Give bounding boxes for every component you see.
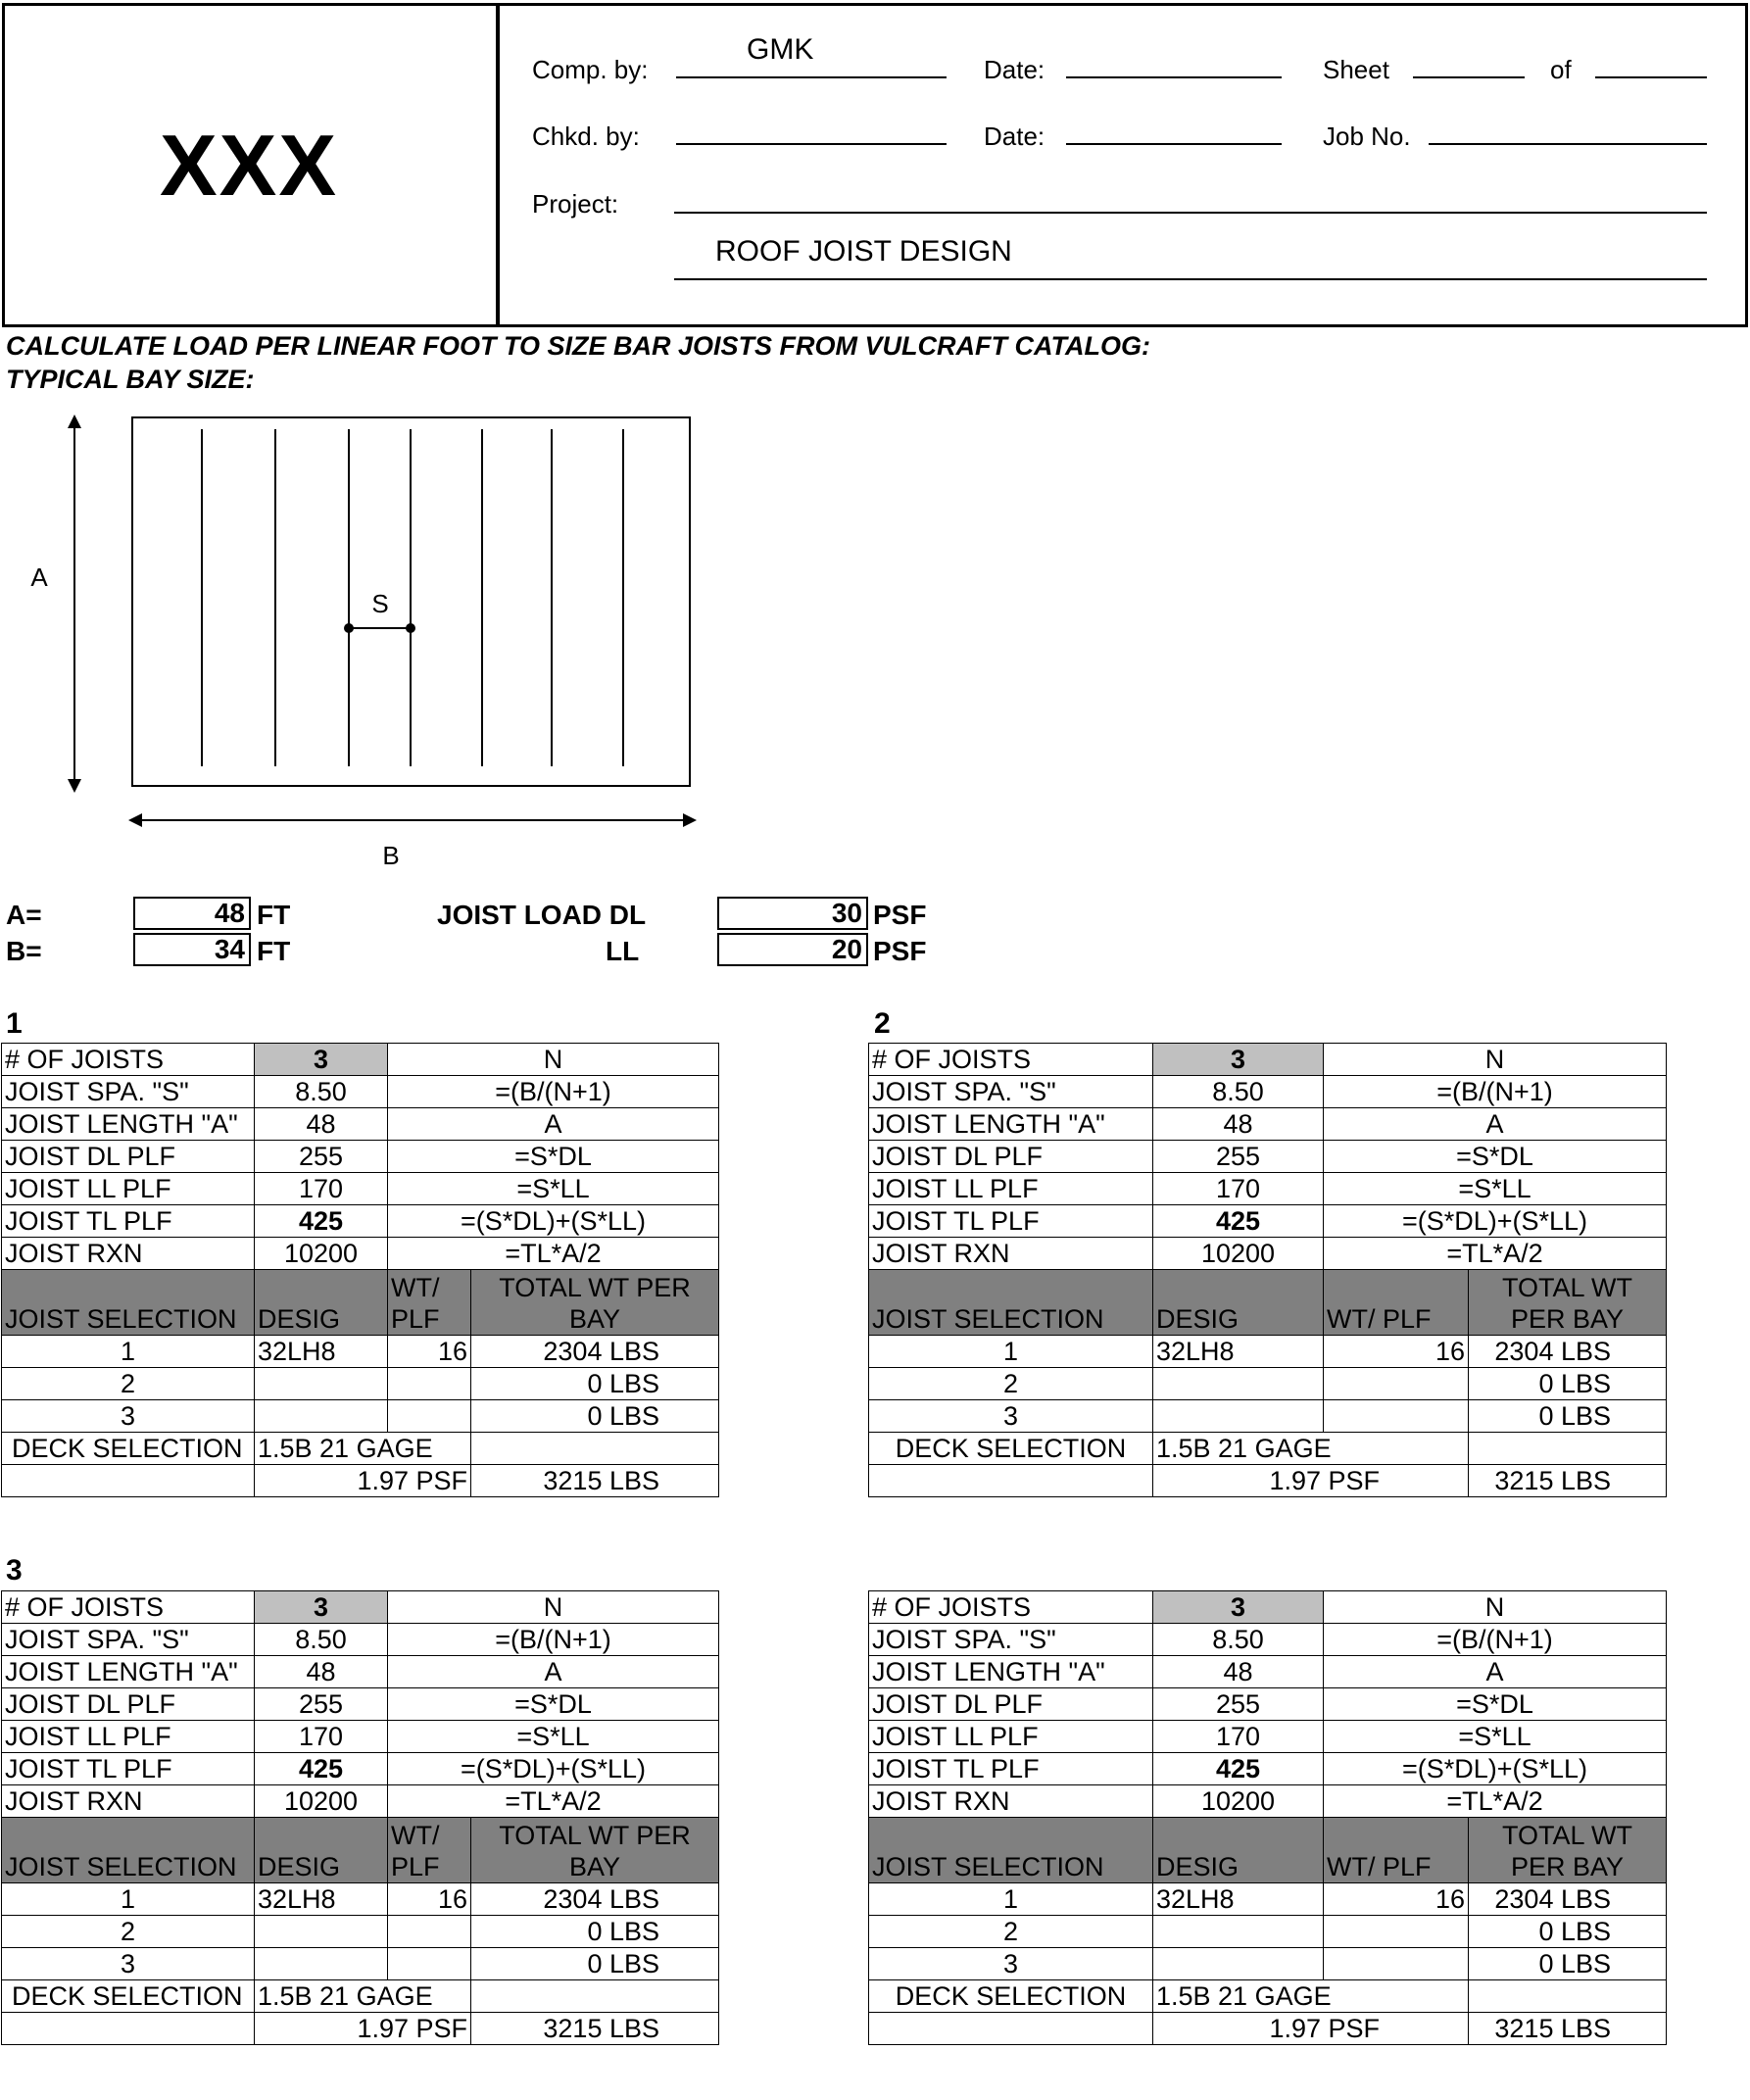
table-row xyxy=(869,1205,1667,1238)
selection-number: 3 xyxy=(869,1400,1153,1433)
title-block xyxy=(0,0,1750,333)
row-label: JOIST SPA. "S" xyxy=(2,1624,255,1656)
row-formula: =S*LL xyxy=(1324,1173,1667,1205)
row-label: JOIST SPA. "S" xyxy=(869,1076,1153,1108)
table-row xyxy=(2,1205,719,1238)
b-input[interactable]: 34 xyxy=(133,933,251,966)
row-formula: =TL*A/2 xyxy=(1324,1238,1667,1270)
row-label: JOIST DL PLF xyxy=(869,1688,1153,1721)
selection-desig[interactable] xyxy=(1153,1400,1324,1433)
selection-number: 2 xyxy=(869,1916,1153,1948)
row-formula: =(B/(N+1) xyxy=(388,1076,719,1108)
deck-psf: 1.97 PSF xyxy=(255,2013,471,2045)
selection-total: 2304 LBS xyxy=(1469,1336,1667,1368)
table-row xyxy=(869,1400,1667,1433)
row-value: 255 xyxy=(255,1688,388,1721)
table-row xyxy=(869,1883,1667,1916)
selection-wt[interactable] xyxy=(388,1368,471,1400)
table-row xyxy=(2,1753,719,1785)
row-label: JOIST TL PLF xyxy=(2,1753,255,1785)
comp-by-label: Comp. by: xyxy=(532,55,649,84)
deck-psf: 1.97 PSF xyxy=(255,1465,471,1497)
deck-label: DECK SELECTION xyxy=(2,1980,255,2013)
row-label: JOIST RXN xyxy=(869,1785,1153,1818)
deck-psf: 1.97 PSF xyxy=(1153,2013,1469,2045)
header-cell: TOTAL WT PER BAY xyxy=(1469,1270,1667,1336)
header-cell: WT/ PLF xyxy=(1324,1818,1469,1883)
row-formula: A xyxy=(388,1656,719,1688)
table-row xyxy=(869,1916,1667,1948)
table-row xyxy=(869,1076,1667,1108)
selection-total: 2304 LBS xyxy=(471,1336,719,1368)
dl-input[interactable]: 30 xyxy=(717,897,868,930)
empty-cell xyxy=(1469,1980,1667,2013)
row-label: JOIST RXN xyxy=(869,1238,1153,1270)
row-label: JOIST LL PLF xyxy=(869,1173,1153,1205)
row-value: 48 xyxy=(1153,1656,1324,1688)
selection-total: 0 LBS xyxy=(1469,1400,1667,1433)
table-row xyxy=(869,1336,1667,1368)
empty-cell xyxy=(869,2013,1153,2045)
row-value: 255 xyxy=(1153,1141,1324,1173)
header-cell: TOTAL WT PER BAY xyxy=(471,1818,719,1883)
row-formula: =TL*A/2 xyxy=(388,1238,719,1270)
table-row xyxy=(869,1433,1667,1465)
row-value: 10200 xyxy=(1153,1238,1324,1270)
deck-label: DECK SELECTION xyxy=(869,1980,1153,2013)
selection-wt[interactable] xyxy=(1324,1400,1469,1433)
table-row xyxy=(2,1336,719,1368)
comp-by-line xyxy=(676,76,947,78)
instruction-heading: CALCULATE LOAD PER LINEAR FOOT TO SIZE BAR JOISTS FROM VULCRAFT CATALOG: xyxy=(6,331,1150,361)
row-value: 48 xyxy=(255,1656,388,1688)
row-formula: =(S*DL)+(S*LL) xyxy=(1324,1205,1667,1238)
section-1-number: 1 xyxy=(6,1007,23,1040)
table-row xyxy=(869,1721,1667,1753)
selection-desig[interactable] xyxy=(1153,1916,1324,1948)
empty-cell xyxy=(471,1433,719,1465)
header-cell: DESIG xyxy=(1153,1270,1324,1336)
row-formula: =(B/(N+1) xyxy=(1324,1624,1667,1656)
row-value: 255 xyxy=(255,1141,388,1173)
table-row xyxy=(2,1044,719,1076)
deck-label: DECK SELECTION xyxy=(2,1433,255,1465)
header-cell: JOIST SELECTION xyxy=(2,1270,255,1336)
selection-desig[interactable]: 32LH8 xyxy=(1153,1336,1324,1368)
row-formula: =TL*A/2 xyxy=(1324,1785,1667,1818)
a-label: A= xyxy=(6,900,42,930)
row-label: JOIST DL PLF xyxy=(2,1141,255,1173)
dimension-b-label: B xyxy=(382,841,400,870)
row-formula: N xyxy=(1324,1591,1667,1624)
selection-total: 0 LBS xyxy=(1469,1368,1667,1400)
table-row xyxy=(2,1108,719,1141)
spacing-dot-right xyxy=(406,623,415,633)
row-value: 10200 xyxy=(255,1238,388,1270)
table-row xyxy=(869,1173,1667,1205)
selection-number: 1 xyxy=(2,1883,255,1916)
row-formula: =S*LL xyxy=(388,1721,719,1753)
row-value: 10200 xyxy=(255,1785,388,1818)
row-label: JOIST SPA. "S" xyxy=(869,1624,1153,1656)
table-row xyxy=(2,1883,719,1916)
deck-lbs: 3215 LBS xyxy=(1469,1465,1667,1497)
row-formula: =S*DL xyxy=(1324,1141,1667,1173)
row-label: # OF JOISTS xyxy=(869,1044,1153,1076)
row-value: 170 xyxy=(1153,1173,1324,1205)
row-value: 8.50 xyxy=(255,1624,388,1656)
row-formula: =(S*DL)+(S*LL) xyxy=(1324,1753,1667,1785)
row-value: 8.50 xyxy=(1153,1076,1324,1108)
section-1-table xyxy=(1,1043,719,1497)
logo-box xyxy=(2,3,500,327)
deck-value[interactable]: 1.5B 21 GAGE xyxy=(1153,1433,1469,1465)
dl-label: JOIST LOAD DL xyxy=(437,900,647,930)
table-row xyxy=(869,1624,1667,1656)
section-3-table xyxy=(1,1590,719,2045)
spacing-label: S xyxy=(371,589,389,618)
table-row xyxy=(2,1624,719,1656)
row-label: JOIST DL PLF xyxy=(2,1688,255,1721)
header-cell: TOTAL WT PER BAY xyxy=(1469,1818,1667,1883)
table-row xyxy=(869,1656,1667,1688)
selection-wt[interactable] xyxy=(1324,1368,1469,1400)
row-formula: =S*DL xyxy=(388,1141,719,1173)
selection-number: 3 xyxy=(2,1948,255,1980)
section-2-number: 2 xyxy=(874,1007,891,1040)
section-3-number: 3 xyxy=(6,1554,23,1587)
selection-wt[interactable] xyxy=(1324,1948,1469,1980)
date-label-1: Date: xyxy=(984,55,1045,84)
date-line-1[interactable] xyxy=(1066,76,1282,78)
joist-lines xyxy=(202,429,623,766)
dimension-a-label: A xyxy=(30,562,48,592)
row-formula: =(S*DL)+(S*LL) xyxy=(388,1205,719,1238)
table-row xyxy=(2,1141,719,1173)
row-label: JOIST TL PLF xyxy=(2,1205,255,1238)
num-joists-input[interactable]: 3 xyxy=(1153,1591,1324,1624)
selection-number: 1 xyxy=(869,1336,1153,1368)
selection-number: 3 xyxy=(2,1400,255,1433)
b-label: B= xyxy=(6,936,42,966)
header-cell: JOIST SELECTION xyxy=(2,1818,255,1883)
selection-wt[interactable] xyxy=(388,1916,471,1948)
deck-value[interactable]: 1.5B 21 GAGE xyxy=(255,1980,471,2013)
row-label: JOIST LENGTH "A" xyxy=(869,1108,1153,1141)
row-label: JOIST LENGTH "A" xyxy=(869,1656,1153,1688)
table-row xyxy=(869,1368,1667,1400)
empty-cell xyxy=(471,1980,719,2013)
table-row xyxy=(2,1656,719,1688)
num-joists-input[interactable]: 3 xyxy=(1153,1044,1324,1076)
row-formula: =(S*DL)+(S*LL) xyxy=(388,1753,719,1785)
project-line-1[interactable] xyxy=(674,212,1707,214)
row-label: JOIST DL PLF xyxy=(869,1141,1153,1173)
row-label: JOIST SPA. "S" xyxy=(2,1076,255,1108)
row-formula: A xyxy=(1324,1108,1667,1141)
row-formula: =S*DL xyxy=(388,1688,719,1721)
selection-number: 2 xyxy=(2,1916,255,1948)
deck-lbs: 3215 LBS xyxy=(1469,2013,1667,2045)
header-cell: DESIG xyxy=(255,1270,388,1336)
row-label: # OF JOISTS xyxy=(869,1591,1153,1624)
table-row xyxy=(869,1785,1667,1818)
header-cell: TOTAL WT PER BAY xyxy=(471,1270,719,1336)
selection-desig[interactable]: 32LH8 xyxy=(1153,1883,1324,1916)
selection-wt[interactable]: 16 xyxy=(1324,1336,1469,1368)
table-row xyxy=(2,1980,719,2013)
selection-total: 2304 LBS xyxy=(471,1883,719,1916)
dl-unit: PSF xyxy=(873,900,927,930)
row-label: JOIST TL PLF xyxy=(869,1753,1153,1785)
project-line-2 xyxy=(674,278,1707,280)
selection-total: 0 LBS xyxy=(1469,1948,1667,1980)
row-value: 48 xyxy=(1153,1108,1324,1141)
row-label: JOIST LENGTH "A" xyxy=(2,1108,255,1141)
b-unit: FT xyxy=(257,936,291,966)
row-formula: N xyxy=(388,1591,719,1624)
selection-wt[interactable] xyxy=(388,1400,471,1433)
selection-header-row xyxy=(2,1818,719,1883)
num-joists-input[interactable]: 3 xyxy=(255,1044,388,1076)
selection-desig[interactable] xyxy=(255,1948,388,1980)
table-row xyxy=(869,1465,1667,1497)
row-value: 170 xyxy=(255,1721,388,1753)
row-value: 170 xyxy=(255,1173,388,1205)
row-label: # OF JOISTS xyxy=(2,1591,255,1624)
table-row xyxy=(2,1368,719,1400)
table-row xyxy=(869,1591,1667,1624)
bay-size-heading: TYPICAL BAY SIZE: xyxy=(6,365,255,394)
row-formula: A xyxy=(1324,1656,1667,1688)
header-cell: JOIST SELECTION xyxy=(869,1270,1153,1336)
selection-wt[interactable]: 16 xyxy=(388,1336,471,1368)
table-row xyxy=(869,1141,1667,1173)
header-cell: WT/ PLF xyxy=(388,1818,471,1883)
table-row xyxy=(2,1173,719,1205)
row-label: JOIST LENGTH "A" xyxy=(2,1656,255,1688)
selection-header-row xyxy=(869,1270,1667,1336)
row-value: 8.50 xyxy=(1153,1624,1324,1656)
selection-total: 0 LBS xyxy=(471,1400,719,1433)
selection-desig[interactable] xyxy=(1153,1368,1324,1400)
selection-wt[interactable] xyxy=(388,1948,471,1980)
table-row xyxy=(2,1721,719,1753)
row-label: JOIST TL PLF xyxy=(869,1205,1153,1238)
table-row xyxy=(2,1591,719,1624)
selection-header-row xyxy=(2,1270,719,1336)
table-row xyxy=(869,2013,1667,2045)
row-value: 425 xyxy=(255,1753,388,1785)
deck-lbs: 3215 LBS xyxy=(471,2013,719,2045)
row-value: 425 xyxy=(1153,1753,1324,1785)
deck-psf: 1.97 PSF xyxy=(1153,1465,1469,1497)
table-row xyxy=(2,2013,719,2045)
selection-desig[interactable] xyxy=(1153,1948,1324,1980)
empty-cell xyxy=(2,2013,255,2045)
selection-total: 0 LBS xyxy=(471,1948,719,1980)
row-value: 255 xyxy=(1153,1688,1324,1721)
of-line[interactable] xyxy=(1595,76,1707,78)
selection-desig[interactable] xyxy=(255,1400,388,1433)
empty-cell xyxy=(1469,1433,1667,1465)
empty-cell xyxy=(2,1465,255,1497)
sheet-line[interactable] xyxy=(1413,76,1525,78)
selection-header-row xyxy=(869,1818,1667,1883)
table-row xyxy=(869,1980,1667,2013)
selection-total: 0 LBS xyxy=(471,1916,719,1948)
table-row xyxy=(869,1948,1667,1980)
selection-wt[interactable]: 16 xyxy=(388,1883,471,1916)
of-label: of xyxy=(1550,55,1572,84)
selection-number: 3 xyxy=(869,1948,1153,1980)
a-input[interactable]: 48 xyxy=(133,897,251,930)
job-no-line[interactable] xyxy=(1429,143,1707,145)
header-cell: JOIST SELECTION xyxy=(869,1818,1153,1883)
section-4-table xyxy=(868,1590,1667,2045)
header-cell: WT/ PLF xyxy=(388,1270,471,1336)
header-cell: WT/ PLF xyxy=(1324,1270,1469,1336)
project-value[interactable]: ROOF JOIST DESIGN xyxy=(715,235,1012,268)
row-formula: =(B/(N+1) xyxy=(1324,1076,1667,1108)
sheet-label: Sheet xyxy=(1323,55,1389,84)
selection-number: 2 xyxy=(869,1368,1153,1400)
row-value: 170 xyxy=(1153,1721,1324,1753)
row-formula: N xyxy=(1324,1044,1667,1076)
selection-desig[interactable] xyxy=(255,1916,388,1948)
table-row xyxy=(869,1688,1667,1721)
row-label: JOIST RXN xyxy=(2,1785,255,1818)
row-value: 425 xyxy=(1153,1205,1324,1238)
row-formula: =TL*A/2 xyxy=(388,1785,719,1818)
table-row xyxy=(869,1108,1667,1141)
row-value: 48 xyxy=(255,1108,388,1141)
header-cell: DESIG xyxy=(1153,1818,1324,1883)
date-line-2[interactable] xyxy=(1066,143,1282,145)
row-value: 8.50 xyxy=(255,1076,388,1108)
section-2-table xyxy=(868,1043,1667,1497)
ll-unit: PSF xyxy=(873,936,927,966)
row-label: JOIST LL PLF xyxy=(869,1721,1153,1753)
row-formula: N xyxy=(388,1044,719,1076)
table-row xyxy=(2,1433,719,1465)
logo-text: XXX xyxy=(159,116,339,214)
table-row xyxy=(2,1785,719,1818)
spacing-dot-left xyxy=(344,623,354,633)
row-label: # OF JOISTS xyxy=(2,1044,255,1076)
deck-value[interactable]: 1.5B 21 GAGE xyxy=(255,1433,471,1465)
table-row xyxy=(2,1688,719,1721)
row-label: JOIST RXN xyxy=(2,1238,255,1270)
empty-cell xyxy=(869,1465,1153,1497)
selection-wt[interactable]: 16 xyxy=(1324,1883,1469,1916)
job-no-label: Job No. xyxy=(1323,122,1411,151)
table-row xyxy=(2,1076,719,1108)
selection-number: 2 xyxy=(2,1368,255,1400)
row-formula: =S*LL xyxy=(388,1173,719,1205)
row-value: 10200 xyxy=(1153,1785,1324,1818)
selection-wt[interactable] xyxy=(1324,1916,1469,1948)
row-formula: A xyxy=(388,1108,719,1141)
deck-value[interactable]: 1.5B 21 GAGE xyxy=(1153,1980,1469,2013)
row-formula: =S*DL xyxy=(1324,1688,1667,1721)
ll-label: LL xyxy=(606,936,640,966)
num-joists-input[interactable]: 3 xyxy=(255,1591,388,1624)
row-label: JOIST LL PLF xyxy=(2,1173,255,1205)
row-label: JOIST LL PLF xyxy=(2,1721,255,1753)
selection-total: 0 LBS xyxy=(1469,1916,1667,1948)
chkd-by-line[interactable] xyxy=(676,143,947,145)
selection-total: 0 LBS xyxy=(471,1368,719,1400)
selection-number: 1 xyxy=(869,1883,1153,1916)
selection-total: 2304 LBS xyxy=(1469,1883,1667,1916)
selection-desig[interactable]: 32LH8 xyxy=(255,1336,388,1368)
a-unit: FT xyxy=(257,900,291,930)
date-label-2: Date: xyxy=(984,122,1045,151)
table-row xyxy=(869,1238,1667,1270)
project-label: Project: xyxy=(532,189,619,219)
table-row xyxy=(869,1044,1667,1076)
deck-lbs: 3215 LBS xyxy=(471,1465,719,1497)
row-value: 425 xyxy=(255,1205,388,1238)
table-row xyxy=(2,1238,719,1270)
table-row xyxy=(869,1753,1667,1785)
table-row xyxy=(2,1400,719,1433)
selection-number: 1 xyxy=(2,1336,255,1368)
table-row xyxy=(2,1916,719,1948)
selection-desig[interactable] xyxy=(255,1368,388,1400)
row-formula: =(B/(N+1) xyxy=(388,1624,719,1656)
selection-desig[interactable]: 32LH8 xyxy=(255,1883,388,1916)
deck-label: DECK SELECTION xyxy=(869,1433,1153,1465)
row-formula: =S*LL xyxy=(1324,1721,1667,1753)
bay-diagram xyxy=(0,392,745,882)
chkd-by-label: Chkd. by: xyxy=(532,122,640,151)
table-row xyxy=(2,1948,719,1980)
ll-input[interactable]: 20 xyxy=(717,933,868,966)
table-row xyxy=(2,1465,719,1497)
header-cell: DESIG xyxy=(255,1818,388,1883)
comp-by-value[interactable]: GMK xyxy=(747,33,814,66)
